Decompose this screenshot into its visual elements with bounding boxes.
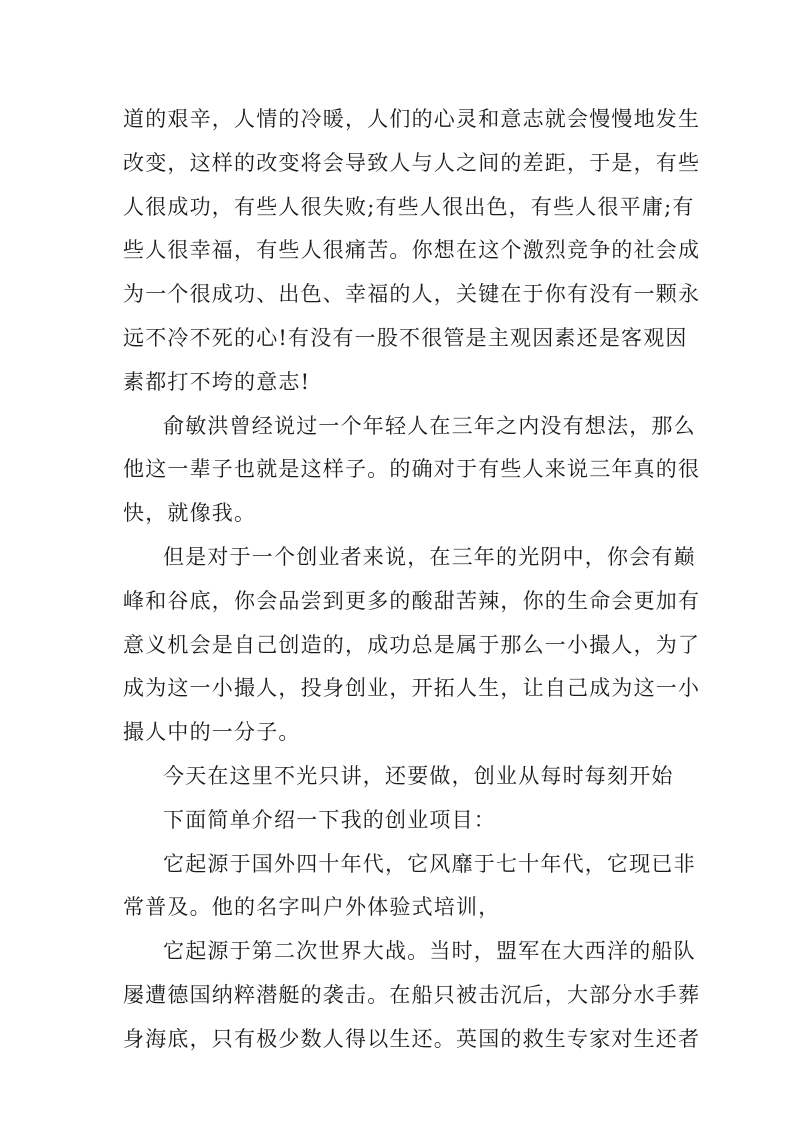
text-line: 素都打不垮的意志! xyxy=(123,370,311,394)
text-line: 远不冷不死的心!有没有一股不很管是主观因素还是客观因 xyxy=(123,326,688,350)
text-line: 为一个很成功、出色、幸福的人，关键在于你有没有一颗永 xyxy=(123,282,701,306)
text-line: 改变，这样的改变将会导致人与人之间的差距，于是，有些 xyxy=(123,151,701,175)
text-line: 成为这一小撮人，投身创业，开拓人生，让自己成为这一小 xyxy=(123,676,701,700)
text-line: 峰和谷底，你会品尝到更多的酸甜苦辣，你的生命会更加有 xyxy=(123,589,701,613)
text-line: 屡遭德国纳粹潜艇的袭击。在船只被击沉后，大部分水手葬 xyxy=(123,983,701,1007)
text-line: 今天在这里不光只讲，还要做，创业从每时每刻开始 xyxy=(163,764,674,788)
text-line: 些人很幸福，有些人很痛苦。你想在这个激烈竞争的社会成 xyxy=(123,238,701,262)
text-line: 俞敏洪曾经说过一个年轻人在三年之内没有想法，那么 xyxy=(163,414,696,438)
text-line: 身海底，只有极少数人得以生还。英国的救生专家对生还者 xyxy=(123,1027,701,1051)
text-line: 人很成功，有些人很失败;有些人很出色，有些人很平庸;有 xyxy=(123,195,695,219)
text-line: 下面简单介绍一下我的创业项目： xyxy=(163,808,496,832)
text-line: 但是对于一个创业者来说，在三年的光阴中，你会有巅 xyxy=(163,545,696,569)
text-line: 常普及。他的名字叫户外体验式培训， xyxy=(123,895,501,919)
text-line: 意义机会是自己创造的，成功总是属于那么一小撮人，为了 xyxy=(123,633,701,657)
text-line: 撮人中的一分子。 xyxy=(123,720,301,744)
text-line: 他这一辈子也就是这样子。的确对于有些人来说三年真的很 xyxy=(123,457,701,481)
text-line: 道的艰辛，人情的冷暖，人们的心灵和意志就会慢慢地发生 xyxy=(123,107,701,131)
text-line: 它起源于第二次世界大战。当时，盟军在大西洋的船队 xyxy=(163,939,696,963)
text-line: 快，就像我。 xyxy=(123,501,257,525)
text-line: 它起源于国外四十年代，它风靡于七十年代，它现已非 xyxy=(163,852,696,876)
